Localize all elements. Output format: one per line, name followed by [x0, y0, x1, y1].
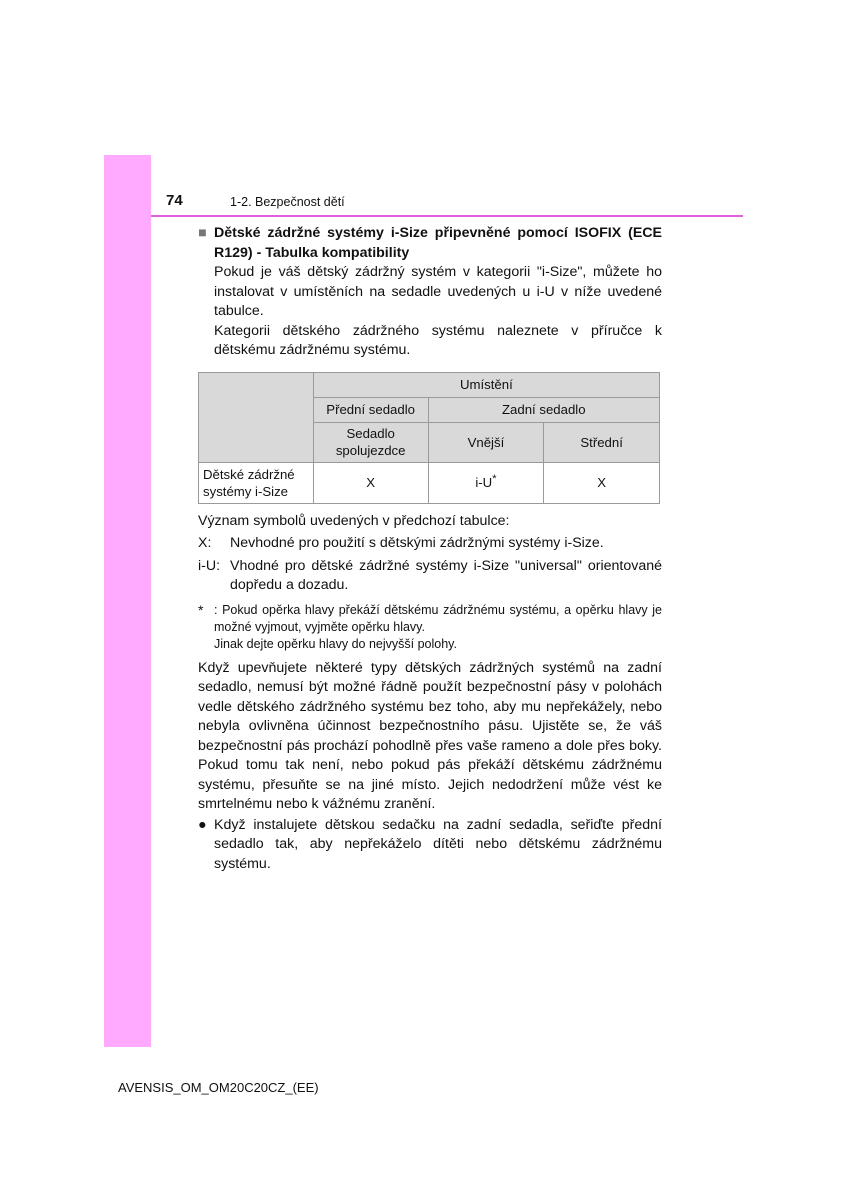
- header-divider: [151, 215, 743, 217]
- intro-paragraph-2: Kategorii dětského zádržného systému naleznete v příručce k dětskému zádržnému systému.: [214, 322, 662, 358]
- cell-front-passenger: X: [313, 462, 428, 503]
- bullet-dot-icon: ●: [198, 816, 207, 833]
- footnote-line-1: : Pokud opěrka hlavy překáží dětskému zádržnému systému, a opěrku hlavy je možné vyjmout, vyjměte opěrku hlavy.: [214, 602, 662, 634]
- legend-key: i-U:: [198, 557, 221, 574]
- intro-paragraph-1: Pokud je váš dětský zádržný systém v kategorii "i-Size", můžete ho instalovat v umístěních na sedadle uvedených u i-U v níže uvedené tabulce.: [214, 264, 662, 319]
- asterisk-icon: *: [198, 601, 204, 618]
- legend-item-iu: [198, 557, 662, 596]
- main-content: [198, 224, 662, 874]
- row-label: Dětské zádržné systémy i-Size: [199, 462, 314, 503]
- list-item: [198, 816, 662, 875]
- section-heading: [198, 224, 662, 263]
- footnote-line-2: Jinak dejte opěrku hlavy do nejvyšší polohy.: [214, 636, 457, 651]
- legend-key: X:: [198, 535, 212, 551]
- cell-outer: [428, 462, 544, 503]
- footnote: [198, 602, 662, 653]
- cell-outer-value: i-U: [475, 475, 493, 490]
- intro-block: [198, 263, 662, 361]
- header-front-seat: Přední sedadlo: [313, 397, 428, 422]
- compatibility-table: [198, 372, 660, 504]
- header-center: Střední: [544, 422, 660, 462]
- header-placement: Umístění: [313, 372, 659, 397]
- list-item-text: Když instalujete dětskou sedačku na zadní sedadla, seřiďte přední sedadlo tak, aby nepřekáželo dítěti nebo dětskému zádržnému systému.: [214, 816, 662, 872]
- header-outer: Vnější: [428, 422, 544, 462]
- table-corner-cell: [199, 372, 314, 462]
- table-row: [199, 462, 660, 503]
- legend-value: Nevhodné pro použití s dětskými zádržnými systémy i-Size.: [230, 535, 604, 551]
- chapter-tab-sidebar: [104, 155, 151, 1047]
- legend-item-x: [198, 534, 662, 554]
- document-footer: AVENSIS_OM_OM20C20CZ_(EE): [118, 1080, 319, 1095]
- legend-title: Význam symbolů uvedených v předchozí tabulce:: [198, 512, 510, 529]
- body-paragraph: Když upevňujete některé typy dětských zádržných systémů na zadní sedadlo, nemusí být možné řádně použít bezpečnostní pásy v polohách vedle dětského zádržného systému bez toho, aby mu nepřekážely, nebo nebyla ovlivněna účinnost bezpečnostního pásu. Ujistěte se, že váš bezpečnostní pás prochází pohodlně přes vaše rameno a dole přes boky. Pokud tomu tak není, nebo pokud pás překáží dětskému zádržnému systému, přesuňte se na jiné místo. Jejich nedodržení může vést ke smrtelnému nebo k vážnému zranění.: [198, 659, 662, 812]
- page-number: 74: [166, 192, 183, 209]
- header-front-passenger: Sedadlo spolujezdce: [313, 422, 428, 462]
- asterisk-mark: *: [492, 473, 497, 485]
- legend-value: Vhodné pro dětské zádržné systémy i-Size "universal" orientované dopředu a dozadu.: [230, 557, 662, 593]
- section-title: 1-2. Bezpečnost dětí: [230, 195, 345, 209]
- cell-center: X: [544, 462, 660, 503]
- header-rear-seat: Zadní sedadlo: [428, 397, 659, 422]
- square-bullet-icon: ■: [198, 225, 207, 241]
- heading-text: Dětské zádržné systémy i-Size připevněné pomocí ISOFIX (ECE R129) - Tabulka kompatibility: [214, 225, 662, 261]
